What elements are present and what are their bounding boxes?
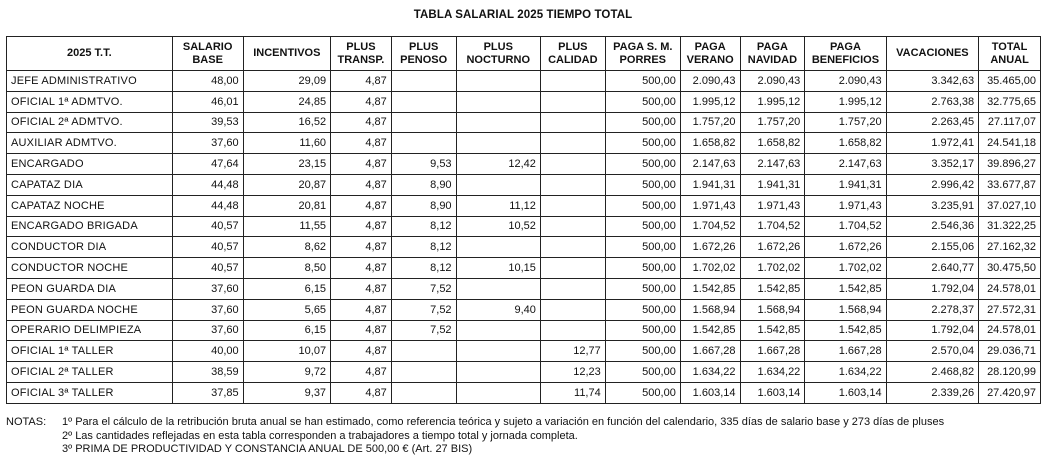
value-cell: 16,52 xyxy=(243,112,330,133)
table-row xyxy=(7,71,1041,92)
value-cell: 1.672,26 xyxy=(740,237,805,258)
value-cell: 1.971,43 xyxy=(805,195,886,216)
value-cell: 8,90 xyxy=(391,195,456,216)
value-cell: 1.972,41 xyxy=(886,133,979,154)
value-cell: 37,85 xyxy=(172,382,243,403)
category-cell: OPERARIO DELIMPIEZA xyxy=(7,320,173,341)
value-cell: 4,87 xyxy=(331,216,392,237)
value-cell: 1.941,31 xyxy=(805,174,886,195)
value-cell xyxy=(540,299,605,320)
value-cell: 500,00 xyxy=(605,112,680,133)
value-cell: 2.155,06 xyxy=(886,237,979,258)
value-cell xyxy=(540,154,605,175)
value-cell: 2.339,26 xyxy=(886,382,979,403)
table-row xyxy=(7,154,1041,175)
value-cell: 8,90 xyxy=(391,174,456,195)
value-cell xyxy=(540,71,605,92)
notes-section xyxy=(6,416,1041,457)
value-cell xyxy=(391,71,456,92)
value-cell: 1.634,22 xyxy=(740,362,805,383)
column-header: INCENTIVOS xyxy=(243,37,330,71)
table-row xyxy=(7,278,1041,299)
value-cell xyxy=(391,91,456,112)
category-cell: OFICIAL 2ª TALLER xyxy=(7,362,173,383)
value-cell: 9,37 xyxy=(243,382,330,403)
value-cell: 1.995,12 xyxy=(680,91,740,112)
value-cell: 4,87 xyxy=(331,299,392,320)
value-cell xyxy=(456,174,540,195)
value-cell: 1.702,02 xyxy=(805,258,886,279)
column-header: PAGA BENEFICIOS xyxy=(805,37,886,71)
value-cell: 1.704,52 xyxy=(805,216,886,237)
value-cell xyxy=(456,278,540,299)
value-cell: 9,53 xyxy=(391,154,456,175)
table-row xyxy=(7,195,1041,216)
value-cell: 5,65 xyxy=(243,299,330,320)
value-cell: 4,87 xyxy=(331,195,392,216)
value-cell xyxy=(540,133,605,154)
value-cell xyxy=(456,341,540,362)
column-header: TOTAL ANUAL xyxy=(979,37,1041,71)
value-cell xyxy=(540,174,605,195)
value-cell: 1.542,85 xyxy=(740,320,805,341)
category-cell: ENCARGADO BRIGADA xyxy=(7,216,173,237)
value-cell: 2.640,77 xyxy=(886,258,979,279)
value-cell: 7,52 xyxy=(391,299,456,320)
value-cell xyxy=(540,112,605,133)
value-cell xyxy=(540,195,605,216)
value-cell: 29,09 xyxy=(243,71,330,92)
value-cell: 1.672,26 xyxy=(805,237,886,258)
value-cell: 500,00 xyxy=(605,237,680,258)
column-header: SALARIO BASE xyxy=(172,37,243,71)
table-row xyxy=(7,362,1041,383)
note-item-1: 1º Para el cálculo de la retribución bruta anual se han estimado, como referencia teórica y sujeto a variación en función del calendario, 335 días de salario base y 273 días de pluses xyxy=(62,416,945,428)
value-cell xyxy=(456,71,540,92)
column-header: PLUS NOCTURNO xyxy=(456,37,540,71)
value-cell: 1.971,43 xyxy=(680,195,740,216)
value-cell: 1.792,04 xyxy=(886,278,979,299)
value-cell: 12,42 xyxy=(456,154,540,175)
table-row xyxy=(7,133,1041,154)
value-cell: 1.542,85 xyxy=(680,278,740,299)
value-cell: 2.570,04 xyxy=(886,341,979,362)
value-cell: 1.634,22 xyxy=(805,362,886,383)
value-cell: 24.541,18 xyxy=(979,133,1041,154)
value-cell: 40,00 xyxy=(172,341,243,362)
value-cell: 27.162,32 xyxy=(979,237,1041,258)
category-cell: AUXILIAR ADMTVO. xyxy=(7,133,173,154)
value-cell xyxy=(456,112,540,133)
value-cell: 6,15 xyxy=(243,320,330,341)
value-cell xyxy=(391,382,456,403)
value-cell: 1.941,31 xyxy=(680,174,740,195)
value-cell: 8,12 xyxy=(391,237,456,258)
value-cell: 33.677,87 xyxy=(979,174,1041,195)
table-row xyxy=(7,216,1041,237)
value-cell: 4,87 xyxy=(331,154,392,175)
value-cell: 1.658,82 xyxy=(680,133,740,154)
value-cell: 2.090,43 xyxy=(805,71,886,92)
column-header: PAGA NAVIDAD xyxy=(740,37,805,71)
value-cell: 8,62 xyxy=(243,237,330,258)
value-cell: 2.278,37 xyxy=(886,299,979,320)
column-header: PAGA S. M. PORRES xyxy=(605,37,680,71)
value-cell: 1.658,82 xyxy=(805,133,886,154)
value-cell: 1.702,02 xyxy=(680,258,740,279)
column-header: PLUS TRANSP. xyxy=(331,37,392,71)
value-cell xyxy=(456,362,540,383)
value-cell: 4,87 xyxy=(331,237,392,258)
value-cell: 4,87 xyxy=(331,112,392,133)
category-cell: OFICIAL 2ª ADMTVO. xyxy=(7,112,173,133)
value-cell: 8,12 xyxy=(391,258,456,279)
value-cell: 24.578,01 xyxy=(979,320,1041,341)
value-cell: 20,87 xyxy=(243,174,330,195)
category-cell: CONDUCTOR DIA xyxy=(7,237,173,258)
value-cell xyxy=(456,320,540,341)
value-cell xyxy=(391,362,456,383)
value-cell: 9,72 xyxy=(243,362,330,383)
value-cell: 1.667,28 xyxy=(740,341,805,362)
value-cell: 27.117,07 xyxy=(979,112,1041,133)
value-cell: 40,57 xyxy=(172,237,243,258)
value-cell: 1.603,14 xyxy=(740,382,805,403)
value-cell: 1.704,52 xyxy=(740,216,805,237)
value-cell: 4,87 xyxy=(331,71,392,92)
table-header xyxy=(7,37,1041,71)
value-cell: 44,48 xyxy=(172,174,243,195)
value-cell: 1.702,02 xyxy=(740,258,805,279)
value-cell xyxy=(540,320,605,341)
column-header: 2025 T.T. xyxy=(7,37,173,71)
value-cell: 2.090,43 xyxy=(740,71,805,92)
header-row xyxy=(7,37,1041,71)
column-header: PAGA VERANO xyxy=(680,37,740,71)
value-cell: 1.704,52 xyxy=(680,216,740,237)
category-cell: CAPATAZ DIA xyxy=(7,174,173,195)
value-cell xyxy=(391,133,456,154)
value-cell: 29.036,71 xyxy=(979,341,1041,362)
value-cell: 48,00 xyxy=(172,71,243,92)
value-cell: 1.667,28 xyxy=(805,341,886,362)
value-cell: 500,00 xyxy=(605,320,680,341)
column-header: VACACIONES xyxy=(886,37,979,71)
value-cell: 500,00 xyxy=(605,174,680,195)
value-cell: 6,15 xyxy=(243,278,330,299)
value-cell: 10,52 xyxy=(456,216,540,237)
table-row xyxy=(7,258,1041,279)
table-row xyxy=(7,299,1041,320)
value-cell: 500,00 xyxy=(605,154,680,175)
value-cell: 7,52 xyxy=(391,320,456,341)
value-cell: 11,12 xyxy=(456,195,540,216)
value-cell: 20,81 xyxy=(243,195,330,216)
value-cell: 1.542,85 xyxy=(805,278,886,299)
page-title: TABLA SALARIAL 2025 TIEMPO TOTAL xyxy=(413,9,633,21)
value-cell: 40,57 xyxy=(172,258,243,279)
category-cell: OFICIAL 3ª TALLER xyxy=(7,382,173,403)
value-cell: 10,15 xyxy=(456,258,540,279)
value-cell: 39,53 xyxy=(172,112,243,133)
value-cell: 3.342,63 xyxy=(886,71,979,92)
value-cell: 4,87 xyxy=(331,258,392,279)
value-cell xyxy=(456,133,540,154)
value-cell: 1.603,14 xyxy=(680,382,740,403)
notes-label: NOTAS: xyxy=(6,416,47,428)
value-cell: 1.672,26 xyxy=(680,237,740,258)
value-cell: 1.542,85 xyxy=(740,278,805,299)
table-row xyxy=(7,112,1041,133)
value-cell: 44,48 xyxy=(172,195,243,216)
value-cell xyxy=(540,278,605,299)
value-cell: 500,00 xyxy=(605,299,680,320)
column-header: PLUS PENOSO xyxy=(391,37,456,71)
value-cell: 3.352,17 xyxy=(886,154,979,175)
value-cell: 2.468,82 xyxy=(886,362,979,383)
value-cell: 12,77 xyxy=(540,341,605,362)
value-cell: 1.757,20 xyxy=(805,112,886,133)
value-cell: 27.420,97 xyxy=(979,382,1041,403)
value-cell: 24,85 xyxy=(243,91,330,112)
value-cell: 2.996,42 xyxy=(886,174,979,195)
value-cell: 1.667,28 xyxy=(680,341,740,362)
category-cell: OFICIAL 1ª TALLER xyxy=(7,341,173,362)
table-row xyxy=(7,320,1041,341)
category-cell: PEON GUARDA NOCHE xyxy=(7,299,173,320)
value-cell: 500,00 xyxy=(605,278,680,299)
value-cell: 11,55 xyxy=(243,216,330,237)
value-cell: 23,15 xyxy=(243,154,330,175)
value-cell: 500,00 xyxy=(605,133,680,154)
value-cell: 4,87 xyxy=(331,91,392,112)
value-cell: 24.578,01 xyxy=(979,278,1041,299)
value-cell: 2.263,45 xyxy=(886,112,979,133)
value-cell: 4,87 xyxy=(331,320,392,341)
category-cell: JEFE ADMINISTRATIVO xyxy=(7,71,173,92)
value-cell: 1.995,12 xyxy=(805,91,886,112)
value-cell: 38,59 xyxy=(172,362,243,383)
value-cell: 500,00 xyxy=(605,71,680,92)
value-cell: 1.603,14 xyxy=(805,382,886,403)
value-cell: 32.775,65 xyxy=(979,91,1041,112)
category-cell: CONDUCTOR NOCHE xyxy=(7,258,173,279)
table-row xyxy=(7,91,1041,112)
value-cell: 1.757,20 xyxy=(680,112,740,133)
value-cell: 500,00 xyxy=(605,91,680,112)
value-cell: 4,87 xyxy=(331,174,392,195)
category-cell: CAPATAZ NOCHE xyxy=(7,195,173,216)
value-cell: 2.147,63 xyxy=(805,154,886,175)
value-cell: 4,87 xyxy=(331,341,392,362)
table-row xyxy=(7,174,1041,195)
value-cell xyxy=(540,258,605,279)
value-cell: 7,52 xyxy=(391,278,456,299)
value-cell: 37,60 xyxy=(172,320,243,341)
value-cell: 2.147,63 xyxy=(680,154,740,175)
value-cell: 1.568,94 xyxy=(680,299,740,320)
value-cell: 4,87 xyxy=(331,278,392,299)
value-cell: 1.542,85 xyxy=(680,320,740,341)
value-cell: 28.120,99 xyxy=(979,362,1041,383)
value-cell: 4,87 xyxy=(331,362,392,383)
value-cell: 4,87 xyxy=(331,133,392,154)
category-cell: PEON GUARDA DIA xyxy=(7,278,173,299)
value-cell: 30.475,50 xyxy=(979,258,1041,279)
value-cell: 11,74 xyxy=(540,382,605,403)
value-cell: 1.658,82 xyxy=(740,133,805,154)
category-cell: ENCARGADO xyxy=(7,154,173,175)
value-cell: 8,12 xyxy=(391,216,456,237)
value-cell xyxy=(540,91,605,112)
value-cell: 1.634,22 xyxy=(680,362,740,383)
table-row xyxy=(7,237,1041,258)
value-cell: 500,00 xyxy=(605,216,680,237)
value-cell: 1.971,43 xyxy=(740,195,805,216)
value-cell: 2.147,63 xyxy=(740,154,805,175)
value-cell: 35.465,00 xyxy=(979,71,1041,92)
value-cell: 500,00 xyxy=(605,362,680,383)
value-cell: 2.763,38 xyxy=(886,91,979,112)
value-cell xyxy=(456,237,540,258)
value-cell: 500,00 xyxy=(605,341,680,362)
value-cell: 1.568,94 xyxy=(805,299,886,320)
value-cell: 4,87 xyxy=(331,382,392,403)
column-header: PLUS CALIDAD xyxy=(540,37,605,71)
value-cell: 39.896,27 xyxy=(979,154,1041,175)
value-cell: 37,60 xyxy=(172,278,243,299)
value-cell: 8,50 xyxy=(243,258,330,279)
value-cell xyxy=(540,237,605,258)
value-cell: 9,40 xyxy=(456,299,540,320)
value-cell: 47,64 xyxy=(172,154,243,175)
value-cell: 1.757,20 xyxy=(740,112,805,133)
value-cell: 500,00 xyxy=(605,195,680,216)
value-cell: 1.941,31 xyxy=(740,174,805,195)
value-cell: 1.542,85 xyxy=(805,320,886,341)
table-row xyxy=(7,341,1041,362)
value-cell: 3.235,91 xyxy=(886,195,979,216)
value-cell xyxy=(540,216,605,237)
value-cell: 27.572,31 xyxy=(979,299,1041,320)
value-cell: 1.792,04 xyxy=(886,320,979,341)
salary-table xyxy=(6,36,1041,404)
category-cell: OFICIAL 1ª ADMTVO. xyxy=(7,91,173,112)
value-cell xyxy=(456,382,540,403)
value-cell: 11,60 xyxy=(243,133,330,154)
value-cell: 31.322,25 xyxy=(979,216,1041,237)
value-cell: 1.995,12 xyxy=(740,91,805,112)
value-cell: 12,23 xyxy=(540,362,605,383)
value-cell: 37,60 xyxy=(172,133,243,154)
value-cell xyxy=(391,341,456,362)
value-cell: 46,01 xyxy=(172,91,243,112)
table-body xyxy=(7,71,1041,404)
note-item-2: 2º Las cantidades reflejadas en esta tabla corresponden a trabajadores a tiempo total y jornada completa. xyxy=(62,429,578,442)
value-cell: 10,07 xyxy=(243,341,330,362)
value-cell: 2.090,43 xyxy=(680,71,740,92)
table-row xyxy=(7,382,1041,403)
value-cell: 40,57 xyxy=(172,216,243,237)
value-cell: 37.027,10 xyxy=(979,195,1041,216)
value-cell: 500,00 xyxy=(605,382,680,403)
note-item-3: 3º PRIMA DE PRODUCTIVIDAD Y CONSTANCIA ANUAL DE 500,00 € (Art. 27 BIS) xyxy=(62,443,473,455)
value-cell xyxy=(456,91,540,112)
value-cell: 37,60 xyxy=(172,299,243,320)
value-cell: 500,00 xyxy=(605,258,680,279)
value-cell xyxy=(391,112,456,133)
value-cell: 2.546,36 xyxy=(886,216,979,237)
value-cell: 1.568,94 xyxy=(740,299,805,320)
